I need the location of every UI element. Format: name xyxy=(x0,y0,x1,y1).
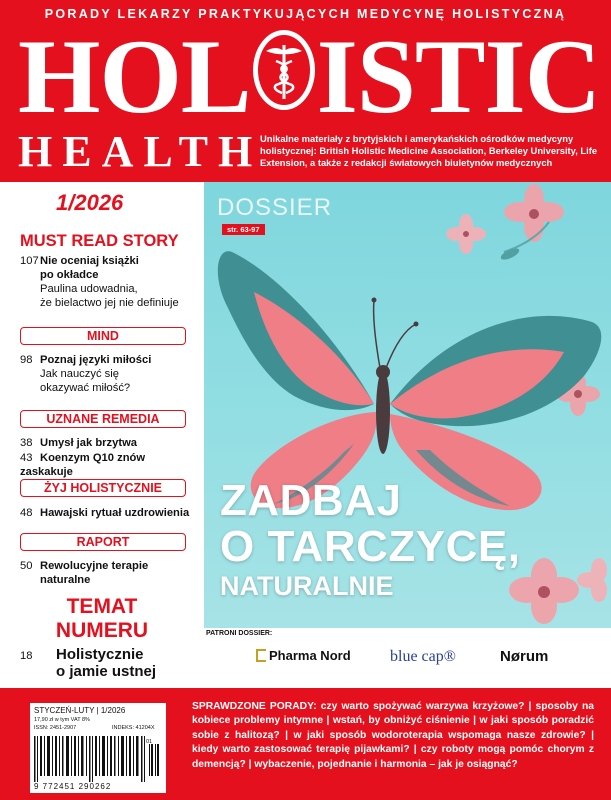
masthead xyxy=(0,0,611,182)
page-number: 18 xyxy=(20,650,33,662)
section-raport: RAPORT xyxy=(20,533,186,551)
cover-headline xyxy=(220,478,520,602)
remedia-entry-1[interactable] xyxy=(20,436,200,450)
contents-column xyxy=(0,182,204,688)
cover-headline-line-2: O TARCZYCĘ, xyxy=(220,522,521,571)
entry-headline: Koenzym Q10 znów zaskakuje xyxy=(20,452,146,478)
barcode-number: 9 772451 290262 xyxy=(34,782,112,791)
temat-line-1: TEMAT xyxy=(66,595,138,618)
dossier-label: DOSSIER xyxy=(217,194,333,221)
entry-headline: Rewolucyjne terapie xyxy=(40,560,149,572)
footer xyxy=(0,688,611,800)
must-read-title: MUST READ STORY xyxy=(20,232,179,250)
entry-headline-cont: po okładce xyxy=(40,269,99,281)
entry-headline-cont: o jamie ustnej xyxy=(56,663,157,680)
barcode-icon xyxy=(34,736,160,782)
section-mind: MIND xyxy=(20,327,186,345)
sub-brand: HEALTH xyxy=(18,127,263,176)
issn: ISSN: 2451-2907 xyxy=(34,725,77,731)
entry-headline: Umysł jak brzytwa xyxy=(40,437,138,449)
page-number: 50 xyxy=(20,560,33,572)
tagline: PORADY LEKARZY PRAKTYKUJĄCYCH MEDYCYNĘ HOLISTYCZNĄ xyxy=(44,7,567,21)
narum-logo: Nørum xyxy=(500,648,549,665)
page-number: 48 xyxy=(20,507,33,519)
cover-image xyxy=(204,182,611,628)
entry-headline: Holistycznie xyxy=(56,646,144,663)
brand-title-left: HOL xyxy=(18,18,251,135)
must-read-entry[interactable] xyxy=(20,254,200,310)
temat-entry[interactable] xyxy=(20,648,204,680)
entry-headline: Hawajski rytuał uzdrowienia xyxy=(40,507,190,519)
mind-entry[interactable] xyxy=(20,353,200,395)
barcode-box xyxy=(30,703,166,793)
entry-sub-cont: że bielactwo jej nie definiuje xyxy=(40,297,179,309)
caduceus-icon xyxy=(253,30,315,110)
temat-numeru-title xyxy=(0,595,204,643)
patrons-strip xyxy=(204,628,611,688)
section-zyj: ŻYJ HOLISTYCZNIE xyxy=(20,479,186,497)
cover-headline-line-3: NATURALNIE xyxy=(220,571,394,601)
pharma-nord-logo: Pharma Nord xyxy=(256,648,351,663)
page-number: 107 xyxy=(20,255,39,267)
entry-headline: Poznaj języki miłości xyxy=(40,354,152,366)
barcode-suffix: 01 xyxy=(146,739,153,745)
issue-number: 1/2026 xyxy=(56,190,124,215)
brand-title xyxy=(18,18,601,135)
cover-headline-line-1: ZADBAJ xyxy=(220,476,402,525)
page-number: 43 xyxy=(20,452,33,464)
zyj-entry[interactable] xyxy=(20,506,200,520)
entry-sub-cont: okazywać miłość? xyxy=(40,382,131,394)
index-number: INDEKS: 41204X xyxy=(112,725,155,731)
dossier-pages: str. 63-97 xyxy=(222,224,265,235)
entry-headline: Nie oceniaj książki xyxy=(40,255,139,267)
page-number: 98 xyxy=(20,354,33,366)
page-number: 38 xyxy=(20,437,33,449)
entry-headline-cont: naturalne xyxy=(40,574,91,586)
patrons-label: PATRONI DOSSIER: xyxy=(206,630,273,637)
entry-sub: Paulina udowadnia, xyxy=(40,283,138,295)
brand-title-right: ISTIC xyxy=(316,18,601,135)
pharma-nord-mark-icon xyxy=(256,649,266,662)
price: 17,90 zł w tym VAT 8% xyxy=(34,717,90,723)
section-remedia: UZNANE REMEDIA xyxy=(20,410,186,428)
raport-entry[interactable] xyxy=(20,559,200,587)
issue-date: STYCZEŃ-LUTY | 1/2026 xyxy=(34,706,126,715)
entry-sub: Jak nauczyć się xyxy=(40,368,119,380)
temat-line-2: NUMERU xyxy=(55,619,149,642)
footer-teasers: SPRAWDZONE PORADY: czy warto spożywać warzywa krzyżowe? | sposoby na kobiece problemy intymne | wstań, by obniżyć ciśnienie | w jaki sposób poradzić sobie z halitozą? | w jaki sposób wodoroterapia wspomaga nasze zdrowie? | kiedy warto zastosować terapię pijawkami? | czy roboty mogą pomóc chorym z demencją? | wybaczenie, pojednanie i harmonia – jak je osiągnąć? xyxy=(192,701,594,770)
blue-cap-logo: blue cap® xyxy=(390,648,456,665)
masthead-description: Unikalne materiały z brytyjskich i amerykańskich ośrodków medycyny holistycznej: British Holistic Medicine Association, Berkeley University, Life Extension, a także z redakcji światowych biuletynów medycznych xyxy=(260,133,598,168)
remedia-entry-2[interactable] xyxy=(20,451,200,479)
